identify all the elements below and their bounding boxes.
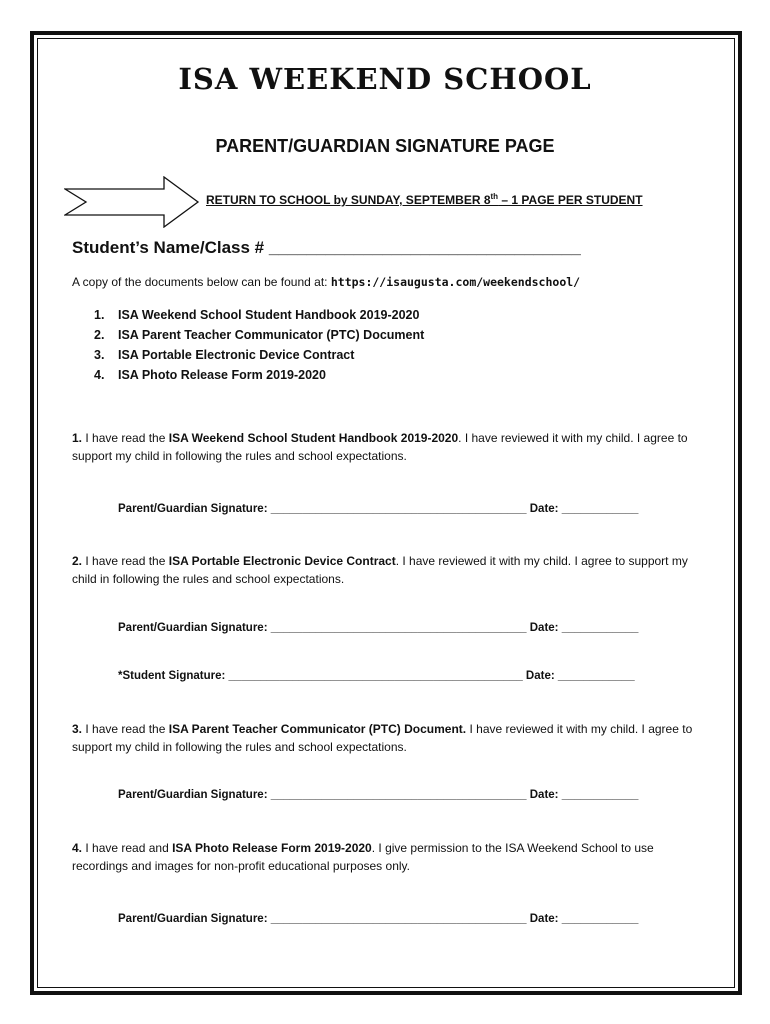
- return-deadline-tail: – 1 PAGE PER STUDENT: [498, 193, 643, 207]
- parent-signature-field[interactable]: Parent/Guardian Signature: ________________________________________ Date: ____________: [118, 622, 639, 634]
- statement-lead: I have read the: [82, 431, 169, 445]
- list-item-label: ISA Photo Release Form 2019-2020: [118, 368, 326, 382]
- section-2-statement: [72, 552, 702, 588]
- list-item: [94, 305, 424, 325]
- section-number: 3.: [72, 722, 83, 736]
- page-subtitle: PARENT/GUARDIAN SIGNATURE PAGE: [215, 136, 555, 156]
- document-list: [94, 305, 424, 385]
- return-deadline: [206, 192, 643, 207]
- section-number: 1.: [72, 431, 83, 445]
- list-item: [94, 345, 424, 365]
- statement-lead: I have read the: [82, 554, 169, 568]
- copy-note: [72, 275, 580, 289]
- document-name: ISA Weekend School Student Handbook 2019-2020: [168, 431, 459, 445]
- section-number: 4.: [72, 841, 83, 855]
- statement-body: . I give permission to the ISA Weekend School to use recordings and images for non-profit educational purposes only.: [72, 841, 654, 873]
- student-name-field[interactable]: Student’s Name/Class # _________________________________: [72, 238, 581, 257]
- section-1-statement: [72, 429, 702, 465]
- list-item-number: 3.: [94, 348, 105, 362]
- arrow-right-icon: [64, 176, 200, 228]
- copy-note-text: A copy of the documents below can be found at:: [72, 275, 331, 289]
- list-item-label: ISA Parent Teacher Communicator (PTC) Document: [118, 328, 425, 342]
- return-deadline-text: RETURN TO SCHOOL by SUNDAY, SEPTEMBER 8: [206, 193, 491, 207]
- parent-signature-field[interactable]: Parent/Guardian Signature: ________________________________________ Date: ____________: [118, 913, 639, 925]
- document-name: ISA Parent Teacher Communicator (PTC) Document.: [168, 722, 467, 736]
- statement-body: . I have reviewed it with my child. I agree to support my child in following the rules and school expectations.: [72, 554, 688, 586]
- section-4-statement: [72, 839, 702, 875]
- parent-signature-field[interactable]: Parent/Guardian Signature: ________________________________________ Date: ____________: [118, 789, 639, 801]
- list-item: [94, 365, 424, 385]
- list-item-number: 1.: [94, 308, 105, 322]
- list-item-label: ISA Weekend School Student Handbook 2019-2020: [118, 308, 420, 322]
- parent-signature-field[interactable]: Parent/Guardian Signature: ________________________________________ Date: ____________: [118, 503, 639, 515]
- statement-lead: I have read the: [82, 722, 169, 736]
- list-item-label: ISA Portable Electronic Device Contract: [118, 348, 355, 362]
- list-item-number: 2.: [94, 328, 105, 342]
- section-number: 2.: [72, 554, 83, 568]
- weekendschool-link[interactable]: https://isaugusta.com/weekendschool/: [330, 275, 581, 289]
- document-name: ISA Portable Electronic Device Contract: [168, 554, 396, 568]
- section-3-statement: [72, 720, 702, 756]
- statement-body: I have reviewed it with my child. I agree to support my child in following the rules and school expectations.: [72, 722, 693, 754]
- list-item: [94, 325, 424, 345]
- school-title: ISA WEEKEND SCHOOL: [178, 62, 592, 96]
- statement-body: . I have reviewed it with my child. I agree to support my child in following the rules and school expectations.: [72, 431, 688, 463]
- student-signature-field[interactable]: *Student Signature: ______________________________________________ Date: ____________: [118, 670, 635, 682]
- return-deadline-sup: th: [490, 192, 499, 201]
- list-item-number: 4.: [94, 368, 105, 382]
- document-name: ISA Photo Release Form 2019-2020: [172, 841, 372, 855]
- statement-lead: I have read and: [82, 841, 173, 855]
